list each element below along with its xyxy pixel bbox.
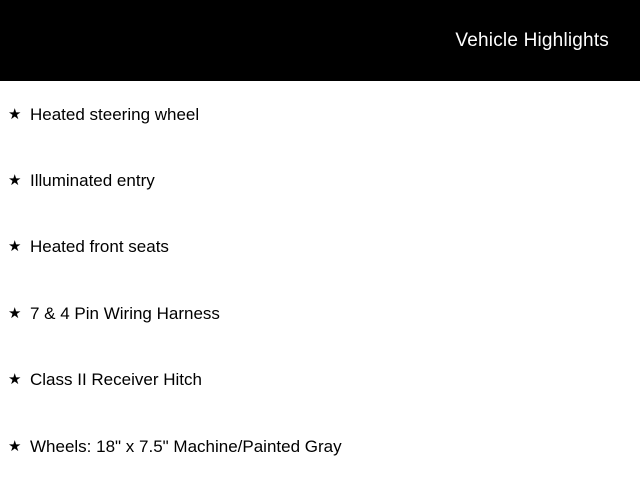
list-item [0, 280, 640, 346]
list-item-label: Wheels: 18" x 7.5" Machine/Painted Gray [30, 436, 342, 456]
star-icon: ★ [8, 371, 22, 389]
header-bar [0, 0, 640, 81]
page-title: Vehicle Highlights [455, 30, 609, 51]
list-item [0, 81, 640, 147]
star-icon: ★ [8, 304, 22, 322]
list-item [0, 347, 640, 413]
list-item-label: Heated steering wheel [30, 104, 200, 124]
list-item-label: Heated front seats [30, 237, 169, 257]
list-item-label: Class II Receiver Hitch [30, 370, 202, 390]
star-icon: ★ [8, 238, 22, 256]
list-item [0, 147, 640, 213]
star-icon: ★ [8, 105, 22, 123]
list-item-label: 7 & 4 Pin Wiring Harness [30, 303, 220, 323]
list-item [0, 413, 640, 479]
star-icon: ★ [8, 437, 22, 455]
list-item [0, 214, 640, 280]
star-icon: ★ [8, 172, 22, 190]
vehicle-highlights-list [0, 81, 640, 479]
list-item-label: Illuminated entry [30, 171, 155, 191]
